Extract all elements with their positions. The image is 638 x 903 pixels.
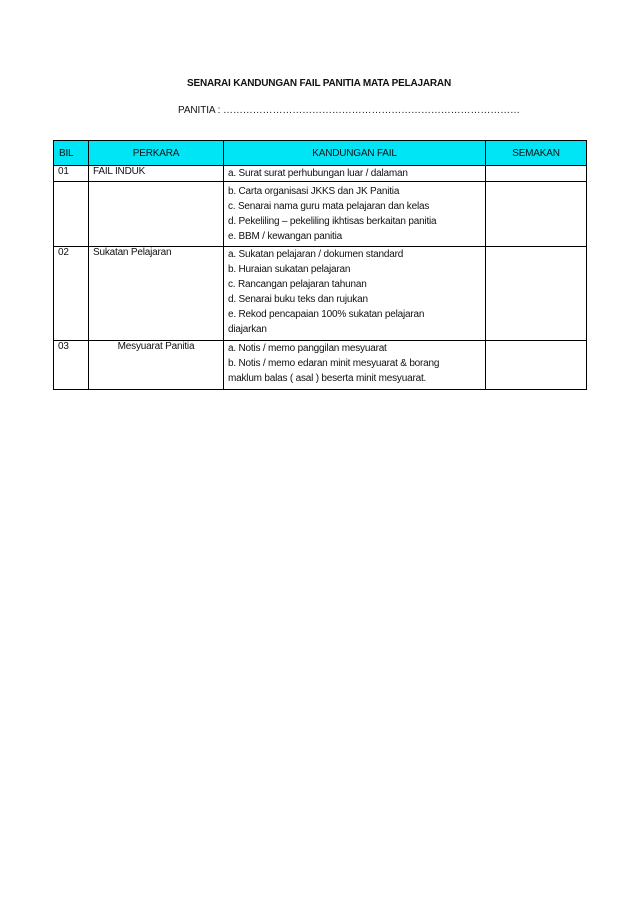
row-kandungan [224,166,486,182]
row-semakan-cell-empty[interactable] [486,182,587,247]
document-title: SENARAI KANDUNGAN FAIL PANITIA MATA PELAJARAN [187,78,451,89]
panitia-field-line: PANITIA : ……………………………………………………………………………… [178,105,520,116]
table-row [54,247,587,341]
header-bil: BIL [54,141,89,166]
row-kandungan [224,341,486,390]
row-bil: 01 [54,166,89,182]
kandungan-item: c. Rancangan pelajaran tahunan [228,279,367,290]
row-bil: 03 [54,341,89,390]
kandungan-item: b. Huraian sukatan pelajaran [228,264,351,275]
kandungan-item: b. Carta organisasi JKKS dan JK Panitia [228,186,400,197]
kandungan-item: diajarkan [228,324,267,335]
kandungan-item: c. Senarai nama guru mata pelajaran dan kelas [228,201,430,212]
kandungan-item: d. Senarai buku teks dan rujukan [228,294,368,305]
header-semakan: SEMAKAN [486,141,587,166]
row-perkara: Sukatan Pelajaran [89,247,224,341]
table-row-continuation [54,182,587,247]
row-kandungan [224,247,486,341]
row-kandungan [224,182,486,247]
row-perkara: Mesyuarat Panitia [89,341,224,390]
kandungan-item: a. Sukatan pelajaran / dokumen standard [228,249,404,260]
kandungan-item: maklum balas ( asal ) beserta minit mesyuarat. [228,373,427,384]
kandungan-item: d. Pekeliling – pekeliling ikhtisas berkaitan panitia [228,216,437,227]
row-perkara-empty [89,182,224,247]
row-semakan-cell[interactable] [486,247,587,341]
kandungan-item: e. BBM / kewangan panitia [228,231,342,242]
row-perkara: FAIL INDUK [89,166,224,182]
kandungan-item: b. Notis / memo edaran minit mesyuarat & borang [228,358,440,369]
row-bil: 02 [54,247,89,341]
kandungan-item: e. Rekod pencapaian 100% sukatan pelajaran [228,309,425,320]
file-contents-table [53,140,587,390]
kandungan-item: a. Surat surat perhubungan luar / dalaman [228,168,408,179]
row-bil-empty [54,182,89,247]
table-row [54,166,587,182]
row-semakan-cell[interactable] [486,341,587,390]
kandungan-item: a. Notis / memo panggilan mesyuarat [228,343,387,354]
table-row [54,341,587,390]
table-header-row [54,141,587,166]
header-kandungan-fail: KANDUNGAN FAIL [224,141,486,166]
header-perkara: PERKARA [89,141,224,166]
row-semakan-cell[interactable] [486,166,587,182]
